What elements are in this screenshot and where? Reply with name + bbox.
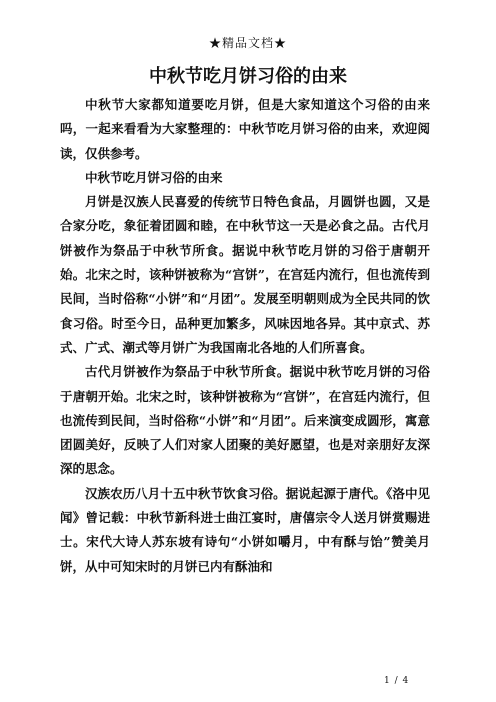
intro-paragraph: 中秋节大家都知道要吃月饼，但是大家知道这个习俗的由来吗，一起来看看为大家整理的：中秋节吃月饼习俗的由来，欢迎阅读，仅供参考。 (60, 97, 430, 161)
body-paragraph: 月饼是汉族人民喜爱的传统节日特色食品，月圆饼也圆，又是合家分吃，象征着团圆和睦，在中秋节这一天是必食之品。古代月饼被作为祭品于中秋节所食。据说中秋节吃月饼的习俗于唐朝开始。北宋之时，该种饼被称为“宫饼”，在宫廷内流行，但也流传到民间，当时俗称“小饼”和“月团”。发展至明朝则成为全民共同的饮食习俗。时至今日，品种更加繁多，风味因地各异。其中京式、苏式、广式、潮式等月饼广为我国南北各地的人们所喜食。 (60, 194, 430, 355)
section-heading: 中秋节吃月饼习俗的由来 (85, 169, 223, 185)
document-title: 中秋节吃月饼习俗的由来 (149, 66, 347, 87)
body-paragraph: 古代月饼被作为祭品于中秋节所食。据说中秋节吃月饼的习俗于唐朝开始。北宋之时，该种饼被称为“宫饼”，在宫廷内流行，但也流传到民间，当时俗称“小饼”和“月团”。后来演变成圆形，寓意团圆美好，反映了人们对家人团聚的美好愿望，也是对亲朋好友深深的思念。 (60, 364, 430, 477)
document-body (60, 93, 430, 579)
body-paragraph: 汉族农历八月十五中秋节饮食习俗。据说起源于唐代。《洛中见闻》曾记载：中秋节新科进士曲江宴时，唐僖宗令人送月饼赏赐进士。宋代大诗人苏东坡有诗句“小饼如嚼月，中有酥与饴”赞美月饼，从中可知宋时的月饼已内有酥油和 (60, 485, 430, 574)
page-number: 1 / 4 (384, 676, 410, 686)
page-header: ★精品文档★ (208, 36, 287, 50)
